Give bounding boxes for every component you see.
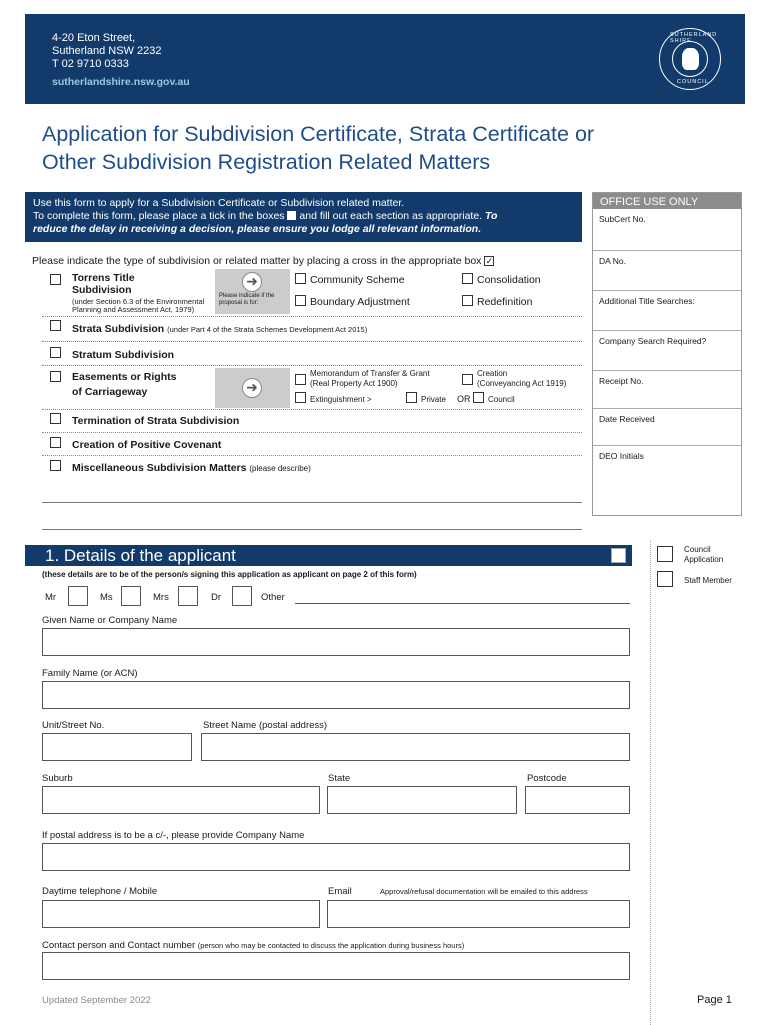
family-name-input[interactable] [42,681,630,709]
side-column-divider [650,540,651,1025]
divider [42,365,582,366]
logo-text-bottom: COUNCIL [677,79,709,85]
contact-label: Contact person and Contact number [42,940,196,951]
redefinition-checkbox[interactable] [462,295,473,306]
office-field[interactable]: Receipt No. [593,370,741,408]
title-dr-label: Dr [211,592,222,603]
postcode-input[interactable] [525,786,630,814]
misc-description-line[interactable] [42,529,582,530]
strata-label: Strata Subdivision [72,323,165,335]
council-logo [659,28,721,90]
divider [42,432,582,433]
office-field[interactable]: DEO Initials [593,445,741,515]
given-name-input[interactable] [42,628,630,656]
phone-input[interactable] [42,900,320,928]
council-application-label: Council Application [684,545,724,564]
creation-label: Creation [477,369,508,378]
easement-indicator [215,368,290,408]
page-title: Application for Subdivision Certificate, Strata Certificate or Other Subdivision Registration Related Matters [42,122,595,174]
street-input[interactable] [201,733,630,761]
page-number: Page 1 [697,994,732,1006]
section-1-checkbox[interactable] [611,548,626,563]
misc-note: (please describe) [249,464,311,473]
office-field[interactable]: SubCert No. [599,214,646,224]
type-question: Please indicate the type of subdivision or related matter by placing a cross in the appropriate box ✓ [32,255,494,267]
boundary-adjustment-label: Boundary Adjustment [310,296,410,308]
portrait-icon [682,48,699,70]
creation-note: (Conveyancing Act 1919) [477,379,567,388]
private-checkbox[interactable] [406,392,417,403]
office-field[interactable]: Additional Title Searches: [593,290,741,330]
memorandum-checkbox[interactable] [295,374,306,385]
phone-label: Daytime telephone / Mobile [42,886,158,897]
title-ms-label: Ms [100,592,113,603]
misc-checkbox[interactable] [50,460,61,471]
state-input[interactable] [327,786,517,814]
title-dr-checkbox[interactable] [232,586,252,606]
easements-label: Easements or Rights of Carriageway [72,371,177,398]
divider [42,316,582,317]
family-name-label: Family Name (or ACN) [42,668,138,679]
updated-date: Updated September 2022 [42,995,151,1006]
consolidation-label: Consolidation [477,274,541,286]
private-label: Private [421,395,446,404]
torrens-label: Torrens Title Subdivision [72,272,135,296]
title-ms-checkbox[interactable] [121,586,141,606]
easements-checkbox[interactable] [50,371,61,382]
strata-note: (under Part 4 of the Strata Schemes Development Act 2015) [167,325,368,334]
title-other-label: Other [261,592,285,603]
divider [42,455,582,456]
postcode-label: Postcode [527,773,567,784]
phone-number: T 02 9710 0333 [52,58,129,70]
postal-company-input[interactable] [42,843,630,871]
positive-covenant-label: Creation of Positive Covenant [72,439,222,451]
extinguishment-checkbox[interactable] [295,392,306,403]
title-mr-label: Mr [45,592,57,603]
state-label: State [328,773,351,784]
misc-description-line[interactable] [42,502,582,503]
council-application-checkbox[interactable] [657,546,673,562]
torrens-note: (under Section 6.3 of the Environmental Planning and Assessment Act, 1979) [72,297,205,314]
or-label: OR [457,394,471,404]
arrow-right-icon: ➜ [242,272,262,292]
title-mr-checkbox[interactable] [68,586,88,606]
arrow-right-icon: ➜ [242,378,262,398]
section-1-heading: 1. Details of the applicant [25,545,632,566]
creation-checkbox[interactable] [462,374,473,385]
website-link[interactable]: sutherlandshire.nsw.gov.au [52,76,190,88]
boundary-adjustment-checkbox[interactable] [295,295,306,306]
office-use-heading: OFFICE USE ONLY [593,193,741,209]
unit-label: Unit/Street No. [42,720,105,731]
instructions-banner: Use this form to apply for a Subdivision Certificate or Subdivision related matter. To complete this form, please place a tick in the boxes and fill out each section as appropriate. To reduce the delay in receiving a decision, please ensure you lodge all relevant information. [25,192,582,242]
strata-checkbox[interactable] [50,320,61,331]
council-address [52,32,161,71]
stratum-label: Stratum Subdivision [72,349,175,361]
extinguishment-label: Extinguishment > [310,395,372,404]
unit-input[interactable] [42,733,192,761]
office-use-panel [592,192,742,516]
staff-member-label: Staff Member [684,576,732,585]
given-name-label: Given Name or Company Name [42,615,178,626]
email-input[interactable] [327,900,630,928]
tick-box-sample-icon [287,211,296,220]
stratum-checkbox[interactable] [50,347,61,358]
council-label: Council [488,395,515,404]
section-1-subtitle: (these details are to be of the person/s signing this application as applicant on page 2 of this form) [42,570,417,579]
suburb-label: Suburb [42,773,73,784]
torrens-checkbox[interactable] [50,274,61,285]
contact-input[interactable] [42,952,630,980]
community-scheme-label: Community Scheme [310,274,405,286]
suburb-input[interactable] [42,786,320,814]
termination-label: Termination of Strata Subdivision [72,415,240,427]
address-line: 4-20 Eton Street, [52,32,136,44]
positive-covenant-checkbox[interactable] [50,437,61,448]
divider [42,341,582,342]
council-header [25,14,745,104]
email-note: Approval/refusal documentation will be emailed to this address [380,887,588,896]
divider [42,409,582,410]
memorandum-note: (Real Property Act 1900) [310,379,398,388]
contact-note: (person who may be contacted to discuss the application during business hours) [197,941,465,950]
termination-checkbox[interactable] [50,413,61,424]
title-other-input[interactable] [295,603,630,604]
memorandum-label: Memorandum of Transfer & Grant [310,369,430,378]
email-label: Email [328,886,352,897]
consolidation-checkbox[interactable] [462,273,473,284]
community-scheme-checkbox[interactable] [295,273,306,284]
redefinition-label: Redefinition [477,296,533,308]
logo-text-top: SUTHERLAND SHIRE [670,32,718,44]
address-line: Sutherland NSW 2232 [52,45,162,57]
office-field[interactable]: DA No. [593,250,741,290]
misc-label: Miscellaneous Subdivision Matters [72,462,247,474]
title-mrs-label: Mrs [153,592,169,603]
council-checkbox[interactable] [473,392,484,403]
office-field[interactable]: Date Received [593,408,741,445]
checked-box-icon: ✓ [485,256,494,266]
staff-member-checkbox[interactable] [657,571,673,587]
street-label: Street Name (postal address) [203,720,328,731]
postal-company-label: If postal address is to be a c/-, please provide Company Name [42,830,305,841]
office-field[interactable]: Company Search Required? [593,330,741,370]
title-mrs-checkbox[interactable] [178,586,198,606]
proposal-indicator: ➜ Please indicate if the proposal is for: [215,269,290,314]
